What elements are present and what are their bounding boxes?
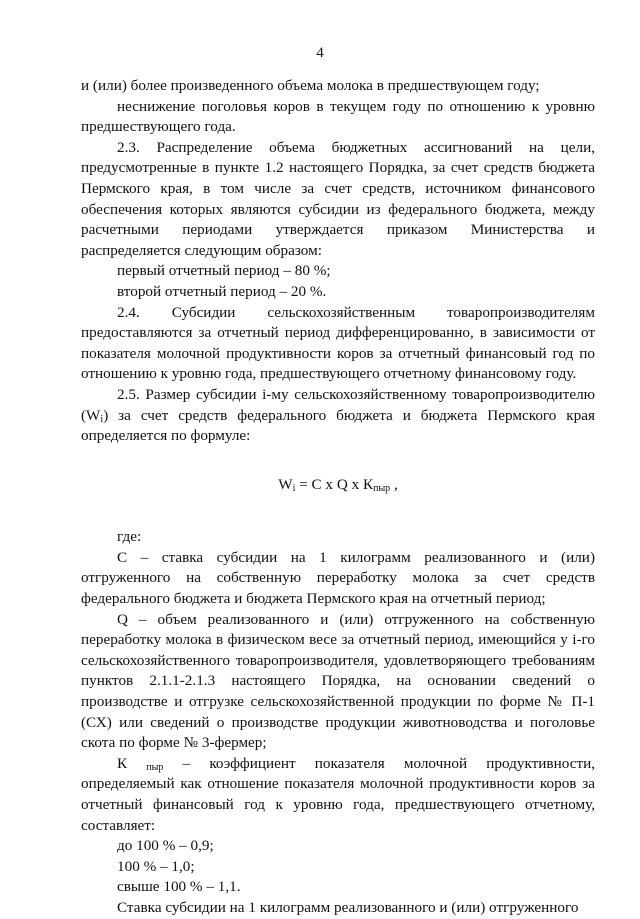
coefficient-item: до 100 % – 0,9; (117, 837, 214, 855)
where-label: где: (117, 528, 142, 546)
definition-c: С – ставка субсидии на 1 килограмм реализованного и (или) отгруженного на собственную переработку молока за счет средств федерального бюджета и бюджета Пермского края на отчетный период; (81, 548, 595, 608)
paragraph-2-5: 2.5. Размер субсидии i-му сельскохозяйственному товаропроизводителю $(W_i)$ за счет средств федерального бюджета и бюджета Пермского края определяется по формуле: (81, 385, 595, 445)
paragraph-last: Ставка субсидии на 1 килограмм реализованного и (или) отгруженного (117, 898, 579, 916)
page-number: 4 (316, 45, 324, 61)
paragraph-2-3: 2.3. Распределение объема бюджетных ассигнований на цели, предусмотренные в пункте 1.2 настоящего Порядка, за счет средств бюджета Пермского края, в том числе за счет средств, источником финансового обеспечения которых являются субсидии из федерального бюджета, между расчетными периодами утверждается приказом Министерства и распределяется следующим образом: (81, 138, 595, 259)
paragraph: второй отчетный период – 20 %. (117, 282, 327, 300)
coefficient-item: 100 % – 1,0; (117, 857, 195, 875)
paragraph-2-4: 2.4. Субсидии сельскохозяйственным товаропроизводителям предоставляются за отчетный период дифференцированно, в зависимости от показателя молочной продуктивности коров за отчетный финансовый год по отношению к уровню года, предшествующего отчетному финансовому году. (81, 303, 595, 383)
document-body (81, 76, 595, 919)
formula: $W_i = С$ x Q x $К_{пыр}$ , (278, 475, 398, 494)
definition-k: К $_{пыр}$ – коэффициент показателя молочной продуктивности, определяемый как отношение показателя молочной продуктивности коров за отчетный финансовый год к уровню года, предшествующего отчетному, составляет: (81, 754, 596, 834)
paragraph: первый отчетный период – 80 %; (117, 262, 331, 280)
definition-q: Q – объем реализованного и (или) отгруженного на собственную переработку молока в физическом весе за отчетный период, имеющийся у i-го сельскохозяйственного товаропроизводителя, удовлетворяющего требованиям пунктов 2.1.1-2.1.3 настоящего Порядка, на основании сведений о производстве и отгрузке сельскохозяйственной продукции по форме № П-1 (СХ) или сведений о производстве продукции животноводства и поголовье скота по форме № 3-фермер; (81, 610, 595, 752)
coefficient-item: свыше 100 % – 1,1. (117, 878, 241, 896)
paragraph: и (или) более произведенного объема молока в предшествующем году; (81, 77, 540, 94)
paragraph: неснижение поголовья коров в текущем году по отношению к уровню предшествующего года. (81, 97, 595, 136)
